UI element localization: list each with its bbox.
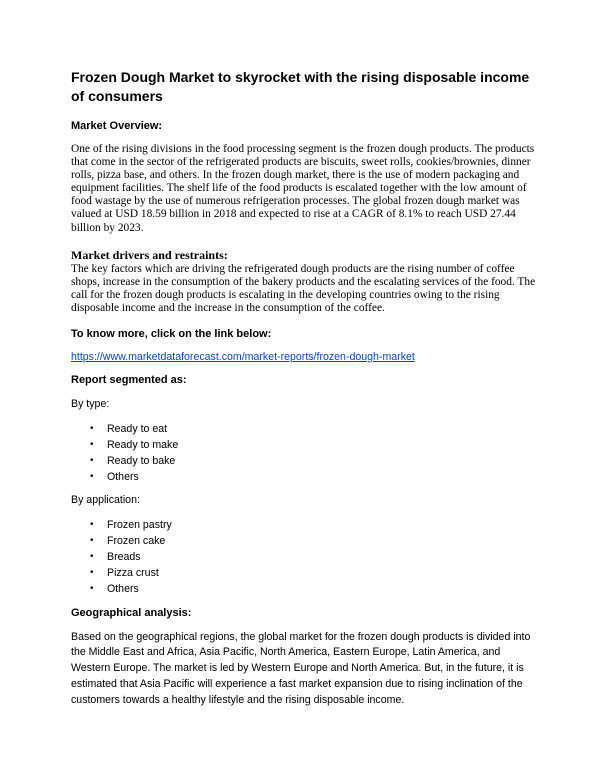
report-segmented-heading: Report segmented as:: [71, 374, 187, 387]
by-type-list: [71, 421, 537, 485]
market-overview-heading: Market Overview:: [71, 120, 163, 132]
know-more-heading: To know more, click on the link below:: [71, 328, 272, 341]
bullet-icon: •: [90, 454, 94, 466]
market-drivers-text: The key factors which are driving the refrigerated dough products are the rising number of coffee shops, increase in the consumption of the bakery products and the escalating services of the food. The call for the frozen dough products is escalating in the developing countries owing to the rising disposable income and the increase in the consumption of the coffee.: [71, 262, 536, 314]
geographical-analysis-text: Based on the geographical regions, the global market for the frozen dough products is divided into the Middle East and Africa, Asia Pacific, North America, Eastern Europe, Latin America, and Western Europe. The market is led by Western Europe and North America. But, in the future, it is estimated that Asia Pacific will experience a fast market expansion due to rising inclination of the customers towards a healthy lifestyle and the rising disposable income.: [71, 630, 531, 706]
bullet-icon: •: [90, 582, 94, 594]
list-item: • Others: [90, 470, 139, 483]
bullet-icon: •: [90, 534, 94, 546]
bullet-icon: •: [90, 438, 94, 450]
bullet-icon: •: [90, 518, 94, 530]
list-item: • Ready to bake: [90, 454, 176, 467]
list-item: • Breads: [90, 550, 141, 563]
list-item: • Ready to eat: [90, 422, 168, 435]
document-title: Frozen Dough Market to skyrocket with the rising disposable income of consumers: [71, 69, 530, 104]
geographical-analysis-heading: Geographical analysis:: [71, 606, 192, 619]
list-item: • Frozen pastry: [90, 518, 172, 531]
by-type-label: By type:: [71, 398, 110, 411]
report-link[interactable]: https://www.marketdataforecast.com/market-reports/frozen-dough-market: [71, 351, 415, 364]
by-application-list: [71, 517, 537, 597]
bullet-icon: •: [90, 470, 94, 482]
bullet-icon: •: [90, 550, 94, 562]
by-application-label: By application:: [71, 493, 140, 506]
list-item: • Frozen cake: [90, 534, 166, 547]
document-page: [71, 68, 537, 709]
bullet-icon: •: [90, 422, 94, 434]
list-item: • Ready to make: [90, 438, 179, 451]
bullet-icon: •: [90, 566, 94, 578]
list-item: • Others: [90, 582, 139, 595]
market-drivers-heading: Market drivers and restraints:: [71, 247, 228, 262]
list-item: • Pizza crust: [90, 566, 159, 579]
market-overview-text: One of the rising divisions in the food processing segment is the frozen dough products. The products that come in the sector of the refrigerated products are biscuits, sweet rolls, cookies/brownies, dinner rolls, pizza base, and others. In the frozen dough market, there is the use of modern packaging and equipment facilities. The shelf life of the food products is escalated together with the low amount of food wastage by the use of numerous refrigeration processes. The global frozen dough market was valued at USD 18.59 billion in 2018 and expected to rise at a CAGR of 8.1% to reach USD 27.44 billion by 2023.: [71, 143, 535, 234]
